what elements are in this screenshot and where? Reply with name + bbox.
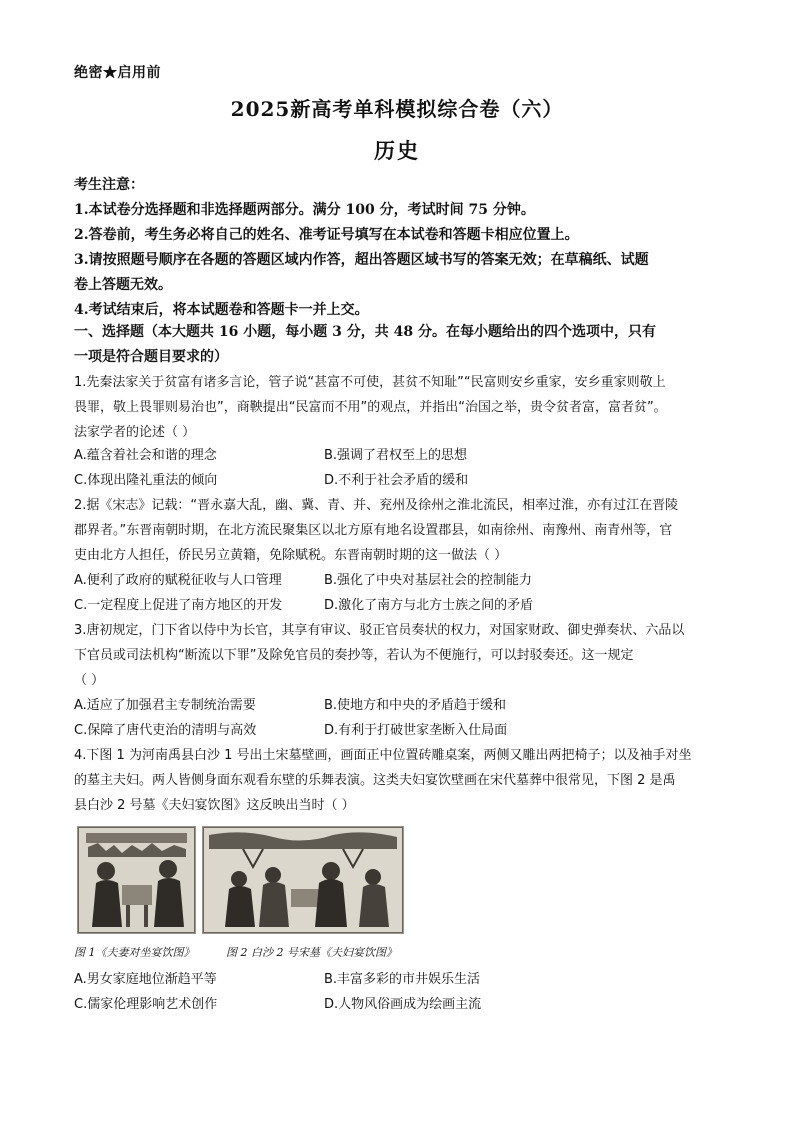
option-d[interactable]: D.激化了南方与北方士族之间的矛盾 — [324, 598, 534, 613]
option-c[interactable]: C.体现出隆礼重法的倾向 — [74, 473, 218, 488]
question-line: 畏罪，敬上畏罪则易治也”，商鞅提出“民富而不用”的观点，并指出“治国之举，贵令贫者富，富者贫”。 — [74, 400, 667, 415]
option-b[interactable]: B.丰富多彩的市井娱乐生活 — [324, 972, 481, 987]
question-line: 的墓主夫妇。两人皆侧身面东观看东壁的乐舞表演。这类夫妇宴饮壁画在宋代墓葬中很常见，下图 2 是禹 — [74, 773, 676, 788]
figure-1-mural-image — [77, 826, 196, 934]
section-line: 一项是符合题目要求的） — [74, 349, 228, 365]
figure-captions — [74, 944, 425, 960]
question-line: 县白沙 2 号墓《夫妇宴饮图》这反映出当时（ ） — [74, 798, 355, 813]
option-b[interactable]: B.强调了君权至上的思想 — [324, 448, 468, 463]
question-line: 吏由北方人担任，侨民另立黄籍，免除赋税。东晋南朝时期的这一做法（ ） — [74, 548, 508, 563]
exam-title: 2025新高考单科模拟综合卷（六） — [230, 97, 564, 121]
option-c[interactable]: C.儒家伦理影响艺术创作 — [74, 997, 218, 1012]
question-1 — [74, 370, 724, 445]
question-4 — [74, 743, 724, 818]
question-2-options — [74, 568, 724, 618]
question-3 — [74, 618, 724, 693]
note-line: 2.答卷前，考生务必将自己的姓名、准考证号填写在本试卷和答题卡相应位置上。 — [74, 227, 579, 243]
subject-title: 历史 — [374, 138, 420, 163]
question-line: （ ） — [74, 673, 105, 688]
question-line: 1.先秦法家关于贫富有诸多言论，管子说“甚富不可使，甚贫不知耻”“民富则安乡重家，安乡重家则敬上 — [74, 375, 666, 390]
note-line: 4.考试结束后，将本试题卷和答题卡一并上交。 — [74, 302, 369, 318]
question-line: 下官员或司法机构“断流以下罪”及除免官员的奏抄等，若认为不便施行，可以封驳奏还。这一规定 — [74, 648, 634, 663]
option-b[interactable]: B.强化了中央对基层社会的控制能力 — [324, 573, 533, 588]
secret-mark: 绝密★启用前 — [74, 65, 161, 81]
figure-1-caption: 图 1《夫妻对坐宴饮图》 — [74, 946, 195, 959]
option-d[interactable]: D.人物风俗画成为绘画主流 — [324, 997, 482, 1012]
figure-2-mural-image — [202, 826, 404, 934]
note-line: 3.请按照题号顺序在各题的答题区域内作答，超出答题区域书写的答案无效；在草稿纸、试题 — [74, 252, 649, 268]
mural-figures — [77, 826, 404, 934]
option-a[interactable]: A.蕴含着社会和谐的理念 — [74, 448, 217, 463]
question-line: 郡界者。”东晋南朝时期，在北方流民聚集区以北方原有地名设置郡县，如南徐州、南豫州、南青州等，官 — [74, 523, 673, 538]
question-line: 法家学者的论述（ ） — [74, 425, 196, 440]
question-line: 2.据《宋志》记载：“晋永嘉大乱，幽、冀、青、并、兖州及徐州之淮北流民，相率过淮，亦有过江在晋陵 — [74, 498, 679, 513]
note-line: 卷上答题无效。 — [74, 277, 172, 293]
option-a[interactable]: A.便利了政府的赋税征收与人口管理 — [74, 573, 282, 588]
question-3-options — [74, 693, 724, 743]
question-1-options — [74, 443, 724, 493]
section-line: 一、选择题（本大题共 16 小题，每小题 3 分，共 48 分。在每小题给出的四个选项中，只有 — [74, 324, 656, 340]
section-heading — [74, 320, 724, 370]
option-a[interactable]: A.适应了加强君主专制统治需要 — [74, 698, 256, 713]
option-c[interactable]: C.一定程度上促进了南方地区的开发 — [74, 598, 283, 613]
exam-notes — [74, 173, 724, 323]
question-4-options — [74, 967, 724, 1017]
question-line: 4.下图 1 为河南禹县白沙 1 号出土宋墓壁画，画面正中位置砖雕桌案，两侧又雕出两把椅子；以及袖手对坐 — [74, 748, 692, 763]
option-d[interactable]: D.不利于社会矛盾的缓和 — [324, 473, 469, 488]
option-b[interactable]: B.使地方和中央的矛盾趋于缓和 — [324, 698, 507, 713]
option-d[interactable]: D.有利于打破世家垄断入仕局面 — [324, 723, 508, 738]
option-c[interactable]: C.保障了唐代吏治的清明与高效 — [74, 723, 257, 738]
question-line: 3.唐初规定，门下省以侍中为长官，其享有审议、驳正官员奏状的权力，对国家财政、御史弹奏状、六品以 — [74, 623, 685, 638]
figure-2-caption: 图 2 白沙 2 号宋墓《夫妇宴饮图》 — [226, 946, 397, 959]
note-line: 1.本试卷分选择题和非选择题两部分。满分 100 分，考试时间 75 分钟。 — [74, 202, 535, 218]
notes-heading: 考生注意： — [74, 177, 144, 193]
option-a[interactable]: A.男女家庭地位渐趋平等 — [74, 972, 217, 987]
question-2 — [74, 493, 724, 568]
